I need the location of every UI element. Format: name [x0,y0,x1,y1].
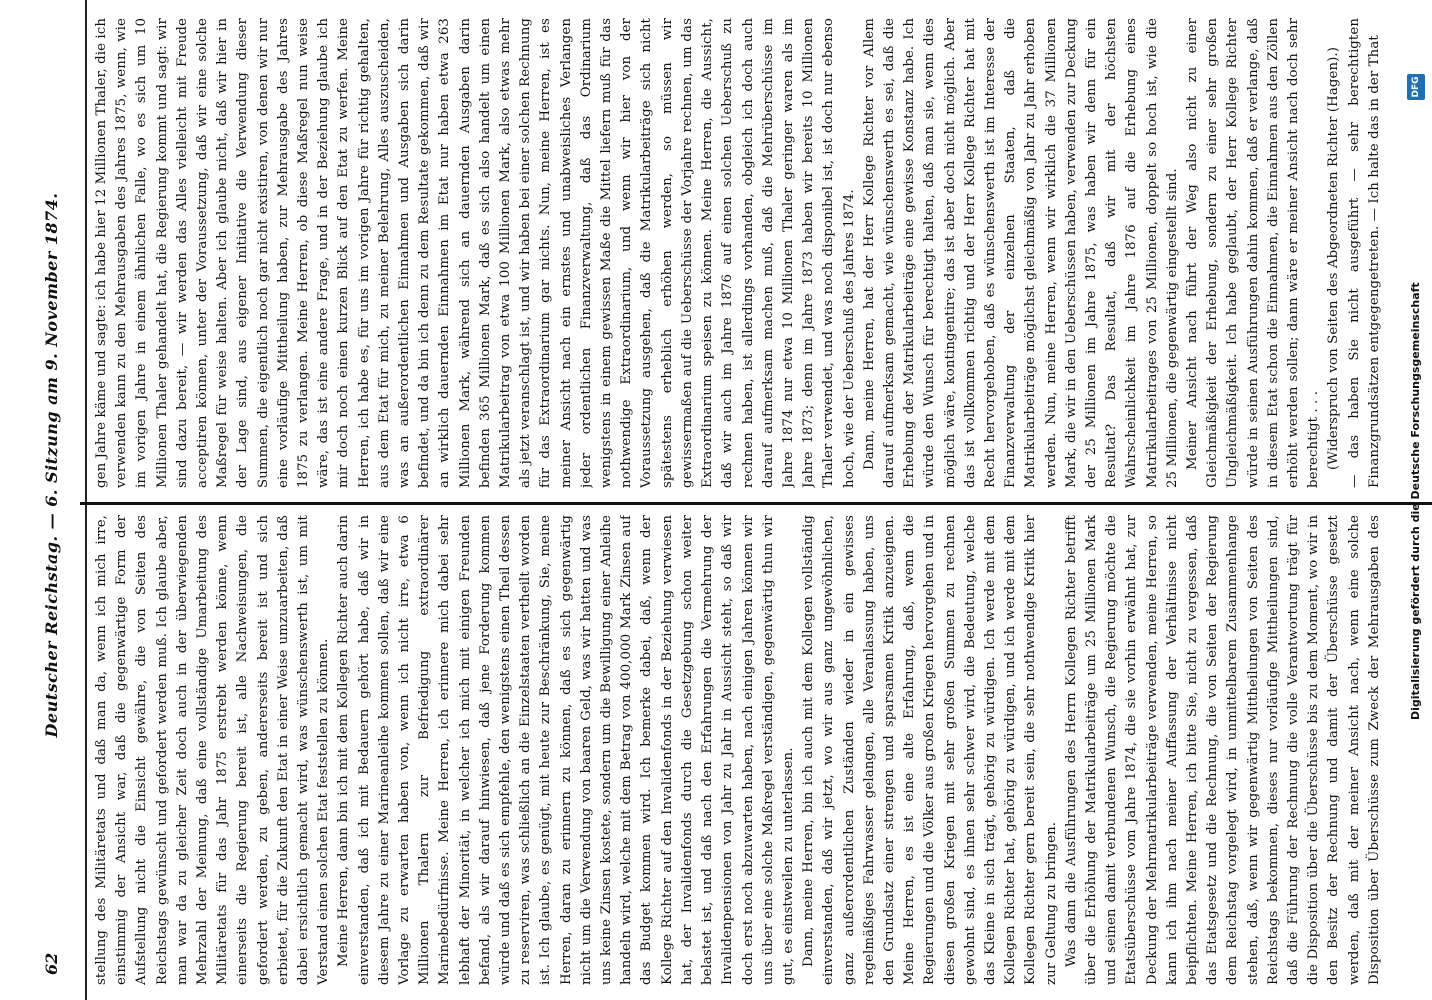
right-column [92,18,1382,488]
paragraph: Meine Herren, dann bin ich mit dem Kollegen Richter auch darin einverstanden, daß ich mit Bedauern gehört habe, daß wir in diesem Jahre zu einer Marineanleihe kommen sollen, daß wir eine Vorlage zu erwarten haben von, wenn ich nicht irre, etwa 6 Millionen Thalern zur Befriedigung extraordinärer Marinebedürfnisse. Meine Herren, ich erinnere mich dabei sehr lebhaft der Minorität, in welcher ich mich mit einigen Freunden befand, als wir darauf hinwiesen, daß jene Forderung kommen würde und daß es sich empfehle, den wenigstens einen Theil dessen zu reserviren, was schließlich an die Einzelstaaten vertheilt worden ist. Ich glaube, es genügt, mit heute zur Beschränkung, Sie, meine Herren, daran zu erinnern zu können, daß es sich gegenwärtig nicht um die Verwendung von baaren Geld, was wir hatten und was uns keine Zinsen kostete, sondern um die Bewilligung einer Anleihe handeln wird, welche mit dem Betrag von 400,000 Mark Zinsen auf das Budget kommen wird. Ich bemerke dabei, daß, wenn der Kollege Richter auf den Invalidenfonds in der Beziehung verwiesen hat, der Invalidenfonds durch die Gesetzgebung schon weiter belastet ist, und daß nach den Erfahrungen die Vermehrung der Invalidenpensionen von Jahr zu Jahr in Aussicht steht, so daß wir doch erst noch abzuwarten haben, nach einigen Jahren können wir uns über eine solche Maßregel verständigen, gegenwärtig thun wir gut, es einstweilen zu unterlassen. [336,515,796,985]
page-header [42,15,72,985]
running-title: Deutscher Reichstag. — 6. Sitzung am 9. November 1874. [42,192,61,738]
paragraph: (Widerspruch von Seiten des Abgeordneten Richter (Hagen).) [1326,46,1342,470]
page-number: 62 [42,952,61,975]
digitization-note: Digitalisierung gefördert durch die Deutsche Forschungsgemeinschaft [1409,282,1422,720]
digitization-sidebar [1405,0,1430,1000]
paragraph: Dann, meine Herren, bin ich auch mit dem Kollegen vollständig einverstanden, daß wir jetzt, wo wir aus ganz ungewöhnlichen, ganz außerordentlichen Zuständen wieder in ein gewisses regelmäßiges Fahrwasser gelangen, alle Veranlassung haben, uns den Grundsatz einer strengen und sparsamen Kritik anzueignen. Meine Herren, es ist eine alte Erfahrung, daß, wenn die Regierungen und die Völker aus großen Kriegen hervorgehen und in diesen großen Kriegen mit sehr großen Summen zu rechnen gewohnt sind, es ihnen sehr schwer wird, die Bedeutung, welche das Kleine in sich trägt, gehörig zu würdigen. Ich werde mit dem Kollegen Richter hat, gehörig zu würdigen, und ich werde mit dem Kollegen Richter gern bereit sein, die sehr nothwendige Kritik hier zur Geltung zu bringen. [801,515,1059,985]
paragraph: gen Jahre käme und sagte: ich habe hier 12 Millionen Thaler, die ich verwenden kann zu den Mehrausgaben des Jahres 1875, wenn, wie im vorigen Jahre in einem ähnlichen Falle, wo es sich um 10 Millionen Thaler gehandelt hat, die Regierung kommt und sagt: wir sind dazu bereit, — wir werden das Alles vielleicht mit Freude acceptiren können, unter der Voraussetzung, daß wir eine solche Maßregel für weise halten. Aber ich glaube nicht, daß wir hier in der Lage sind, aus eigener Initiative die Verwendung dieser Summen, die eigentlich noch gar nicht existiren, von denen wir nur eine vorläufige Mittheilung haben, zur Mehrausgabe des Jahres 1875 zu verlangen. Meine Herren, ob diese Maßregel nun weise wäre, das ist eine andere Frage, und in der Beziehung glaube ich mir doch noch einen kurzen Blick auf den Etat zu werfen. Meine Herren, ich habe es, für uns im vorigen Jahre für richtig gehalten, aus dem Etat für mich, zu meiner Belehrung, Alles auszuscheiden, was an außerordentlichen Einnahmen und Ausgaben sich darin befindet, und da bin ich denn zu dem Resultate gekommen, daß wir an wirklich dauernden Einnahmen im Etat nur haben etwa 263 Millionen Mark, während sich an dauernden Ausgaben darin befinden 365 Millionen Mark, daß es sich also handelt um einen Matrikularbeitrag von etwa 100 Millionen Mark, also etwas mehr als jetzt veranschlagt ist, und wir haben bei einer solchen Rechnung für das Extraordinarium gar nichts. Nun, meine Herren, ist es meiner Ansicht nach ein ernstes und unabweisliches Verlangen jeder ordentlichen Finanzverwaltung, daß das Ordinarium wenigstens in einem gewissen Maße die Mittel liefern muß für das nothwendige Extraordinarium, und wenn wir hier von der Voraussetzung ausgehen, daß die Matrikularbeiträge sich nicht spätestens erheblich erhöhen werden, so müssen wir gewissermaßen auf die Ueberschüsse der Vorjahre rechnen, um das Extraordinarium speisen zu können. Meine Herren, die Aussicht, daß wir auch im Jahre 1876 auf einen solchen Ueberschuß zu rechnen haben, ist allerdings vorhanden, obgleich ich doch auch darauf aufmerksam machen muß, daß die Mehrüberschüsse im Jahre 1874 nur etwa 10 Millionen Thaler geringer waren als im Jahre 1873; denn im Jahre 1873 haben wir bereits 10 Millionen Thaler verwendet, und was noch disponibel ist, ist doch nur ebenso hoch, wie der Ueberschuß des Jahres 1874. [94,18,857,488]
header-rule [85,0,87,1000]
paragraph: stellung des Militäretats und daß man da, wenn ich mich irre, einstimmig der Ansicht war, daß die gegenwärtige Form der Aufstellung nicht die Einsicht gewähre, die von Seiten des Reichstags gewünscht und gefordert werden muß. Ich glaube aber, man war da zu gleicher Zeit doch auch in der überwiegenden Mehrzahl der Meinung, daß eine vollständige Umarbeitung des Militäretats für das Jahr 1875 erstrebt werden könne, wenn einerseits die Regierung bereit ist, alle Nachweisungen, die gefordert werden, zu geben, andererseits bereit ist und sich erbietet, für die Zukunft den Etat in einer Weise umzuarbeiten, daß dabei ersichtlich gemacht wird, was wünschenswerth ist, um mit Verstand einen solchen Etat feststellen zu können. [94,515,332,985]
paragraph: Meiner Ansicht nach führt der Weg also nicht zu einer Gleichmäßigkeit der Erhebung, sondern zu einer sehr großen Ungleichmäßigkeit. Ich habe geglaubt, der Herr Kollege Richter würde in seinen Ausführungen dahin kommen, daß er verlange, daß in diesem Etat schon die Einnahmen, die Einnahmen aus den Zöllen erhöht werden sollen; dann wäre er meiner Ansicht nach doch sehr berechtigt . . . [1184,18,1322,488]
left-column [92,515,1382,985]
paragraph: Was dann die Ausführungen des Herrn Kollegen Richter betrifft über die Erhöhung der Matrikularbeiträge um 25 Millionen Mark und seinen damit verbundenen Wunsch, die Regierung möchte die Etatsüberschüsse vom Jahre 1874, die sie vorhin erwähnt hat, zur Deckung der Mehrmatrikularbeiträge verwenden, meine Herren, so kann ich ihm nach meiner Auffassung der Verhältnisse nicht beipflichten. Meine Herren, ich bitte Sie, nicht zu vergessen, daß das Etatsgesetz und die Rechnung, die von Seiten der Regierung dem Reichstag vorgelegt wird, in unmittelbarem Zusammenhange stehen, daß, wenn wir gegenwärtig Mittheilungen von Seiten des Reichstags bekommen, dieses nur vorläufige Mittheilungen sind, daß die Führung der Rechnung die volle Verantwortung trägt für die Disposition über die Überschüsse bis zu dem Moment, wo wir in den Besitz der Rechnung und damit der Überschüsse gesetzt werden, daß mit der meiner Ansicht nach, wenn eine solche Disposition über Überschüsse zum Zweck der Mehrausgaben des [1063,515,1382,985]
paragraph: — das haben Sie nicht ausgeführt — sehr berechtigten Finanzgrundsätzen entgegengetreten. — Ich halte das in der That [1346,18,1382,488]
column-divider [80,502,1432,505]
dfg-logo: DFG [1407,74,1425,100]
paragraph: Dann, meine Herren, hat der Herr Kollege Richter vor Allem darauf aufmerksam gemacht, wie wünschenswerth es sei, daß die Erhebung der Matrikularbeiträge eine gewisse Konstanz habe. Ich würde den Wunsch für berechtigt halten, daß man sie, wenn dies möglich wäre, kontingentire; das ist aber doch nicht möglich. Aber das ist vollkommen richtig und der Herr Kollege Richter hat mit Recht hervorgehoben, daß es wünschenswerth ist im Interesse der Finanzverwaltung der einzelnen Staaten, daß die Matrikularbeiträge möglichst gleichmäßig von Jahr zu Jahr erhoben werden. Nun, meine Herren, wenn wir wirklich die 37 Millionen Mark, die wir in den Ueberschüssen haben, verwenden zur Deckung der 25 Millionen im Jahre 1875, was haben wir denn für ein Resultat? Das Resultat, daß wir mit der höchsten Wahrscheinlichkeit im Jahre 1876 auf die Erhebung eines Matrikularbeitrages von 25 Millionen, doppelt so hoch ist, wie die 25 Millionen, die gegenwärtig eingestellt sind. [861,18,1180,488]
